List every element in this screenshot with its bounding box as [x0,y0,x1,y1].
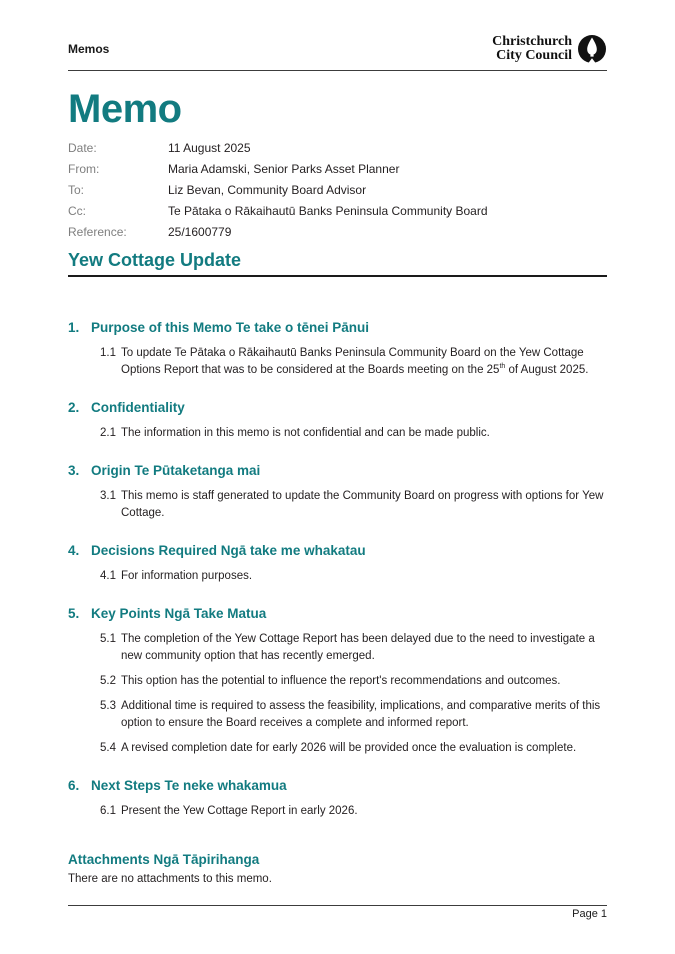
memo-title: Memo [68,87,182,131]
subject-rule [68,275,607,277]
meta-label: To: [68,183,85,197]
item-text-after-sup: of August 2025. [505,364,589,376]
item-text: Present the Yew Cottage Report in early 2026. [121,805,358,817]
section-heading [68,319,607,337]
section-title: Purpose of this Memo Te take o tēnei Pānui [91,320,370,335]
attachments-title: Attachments Ngā Tāpirihanga [68,852,260,867]
section-number: 6. [68,778,80,793]
item-number: 4.1 [100,570,116,582]
section-number: 5. [68,606,80,621]
section-item [68,488,607,522]
item-number: 5.1 [100,633,116,645]
section-item [68,698,607,732]
section-item [68,673,607,690]
item-text: The information in this memo is not confidential and can be made public. [121,427,490,439]
section-key-points [68,605,607,757]
meta-label: Reference: [68,225,127,239]
header-rule [68,70,607,71]
section-number: 2. [68,400,80,415]
section-heading [68,542,607,560]
meta-value: Liz Bevan, Community Board Advisor [168,183,367,197]
section-item [68,803,607,820]
section-item [68,568,607,585]
section-heading [68,462,607,480]
section-title: Origin Te Pūtaketanga mai [91,463,261,478]
page-number: Page 1 [572,908,607,920]
section-title: Key Points Ngā Take Matua [91,606,267,621]
meta-value: Maria Adamski, Senior Parks Asset Planner [168,162,400,176]
section-item [68,631,607,665]
meta-row-from [68,159,607,180]
item-number: 6.1 [100,805,116,817]
item-number: 5.4 [100,742,116,754]
section-confidentiality [68,399,607,442]
item-number: 5.2 [100,675,116,687]
item-number: 3.1 [100,490,116,502]
item-number: 2.1 [100,427,116,439]
memo-subject: Yew Cottage Update [68,250,242,270]
council-logo-line1: Christchurch [492,33,572,49]
meta-value: 11 August 2025 [168,141,251,155]
item-text-superscript: th [499,363,506,371]
section-number: 1. [68,320,80,335]
meta-value: Te Pātaka o Rākaihautū Banks Peninsula Community Board [168,204,488,218]
item-text: This option has the potential to influence the report's recommendations and outcomes. [121,675,561,687]
footer-rule [68,905,607,906]
section-heading [68,399,607,417]
page-footer [68,905,607,922]
section-number: 3. [68,463,80,478]
memo-sections [68,319,607,820]
meta-value: 25/1600779 [168,225,232,239]
section-purpose [68,319,607,379]
item-text: Additional time is required to assess the feasibility, implications, and comparative merits of this option to ensure the Board receives a complete and informed report. [121,700,601,729]
section-origin [68,462,607,522]
council-logo-line2: City Council [496,48,572,63]
council-logo [492,34,607,64]
item-text: A revised completion date for early 2026 will be provided once the evaluation is complete. [121,742,577,754]
meta-row-cc [68,201,607,222]
section-title: Confidentiality [91,400,185,415]
item-text: The completion of the Yew Cottage Report has been delayed due to the need to investigate a new community option that has recently emerged. [121,633,595,662]
header-doc-type: Memos [68,42,110,56]
meta-label: From: [68,162,100,176]
item-number: 1.1 [100,347,116,359]
section-next-steps [68,777,607,820]
section-heading [68,605,607,623]
item-text: This memo is staff generated to update the Community Board on progress with options for Yew Cottage. [121,490,604,519]
meta-label: Cc: [68,204,86,218]
meta-label: Date: [68,141,97,155]
attachments-body: There are no attachments to this memo. [68,873,272,885]
memo-meta [68,138,607,243]
attachments-section [68,852,607,888]
section-title: Next Steps Te neke whakamua [91,778,287,793]
meta-row-to [68,180,607,201]
section-heading [68,777,607,795]
section-item [68,345,607,379]
section-title: Decisions Required Ngā take me whakatau [91,543,366,558]
item-text: For information purposes. [121,570,253,582]
section-item [68,425,607,442]
council-logo-text [492,35,572,64]
item-text-before-sup: To update Te Pātaka o Rākaihautū Banks Peninsula Community Board on the Yew Cottage Options Report that was to be considered at the Boards meeting on the 25 [121,347,584,376]
item-number: 5.3 [100,700,116,712]
item-text [121,345,607,379]
meta-row-reference [68,222,607,243]
section-decisions [68,542,607,585]
section-number: 4. [68,543,80,558]
meta-row-date [68,138,607,159]
section-item [68,740,607,757]
christchurch-city-council-icon [577,34,607,64]
page-header [68,34,607,64]
